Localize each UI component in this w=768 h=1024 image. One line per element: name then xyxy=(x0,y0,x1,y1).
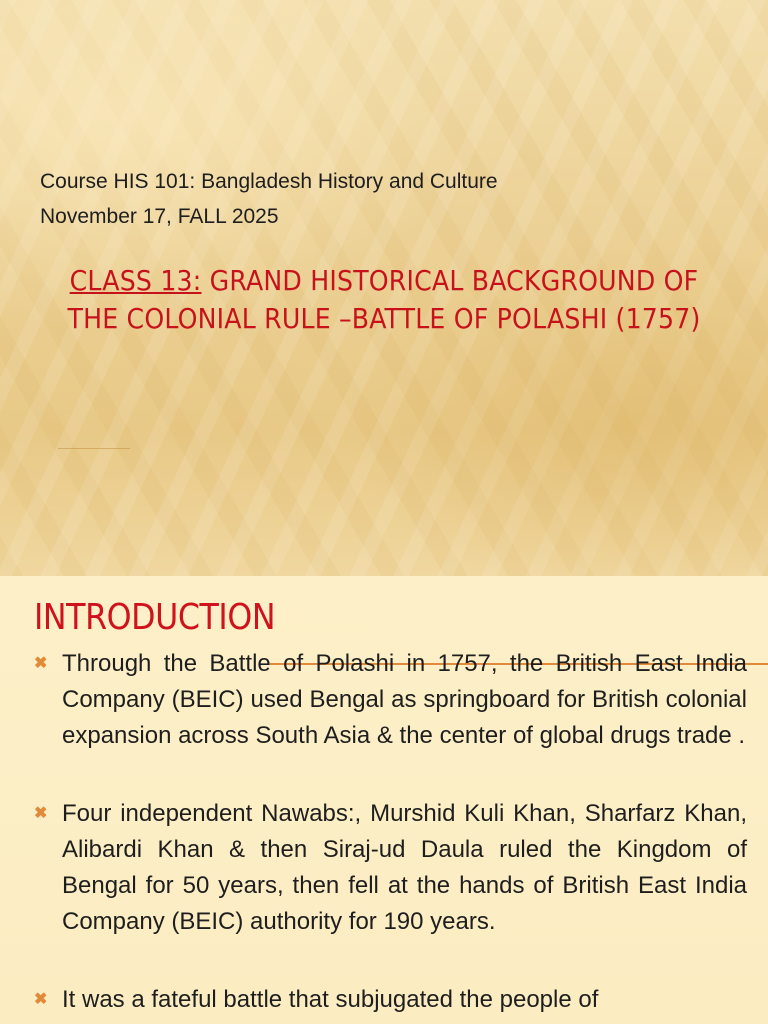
x-bullet-icon: ✖ xyxy=(34,991,48,1008)
class-label: CLASS 13: xyxy=(69,264,202,297)
introduction-heading: INTRODUCTION xyxy=(34,597,276,638)
title-text-part: GRAND HISTORICAL BACKGROUND OF xyxy=(201,264,699,297)
x-bullet-icon: ✖ xyxy=(34,805,48,822)
course-line: Course HIS 101: Bangladesh History and Culture xyxy=(40,170,498,193)
x-bullet-icon: ✖ xyxy=(34,655,48,672)
slide-title-line-1 xyxy=(0,262,768,300)
slide-title-line-2: THE COLONIAL RULE –BATTLE OF POLASHI (1757) xyxy=(67,302,701,335)
bullet-item: Four independent Nawabs:, Murshid Kuli Khan, Sharfarz Khan, Alibardi Khan & then Siraj-ud Daula ruled the Kingdom of Bengal for 50 years, then fell at the hands of British East India Company (BEIC) authority for 190 years. xyxy=(62,800,747,935)
introduction-slide xyxy=(0,576,768,1024)
bullet-item: Through the Battle of Polashi in 1757, the British East India Company (BEIC) used Bengal as springboard for British colonial expansion across South Asia & the center of global drugs trade . xyxy=(62,650,747,749)
decorative-rule xyxy=(58,448,130,449)
bullet-item: It was a fateful battle that subjugated the people of xyxy=(62,986,599,1013)
date-line: November 17, FALL 2025 xyxy=(40,205,279,228)
